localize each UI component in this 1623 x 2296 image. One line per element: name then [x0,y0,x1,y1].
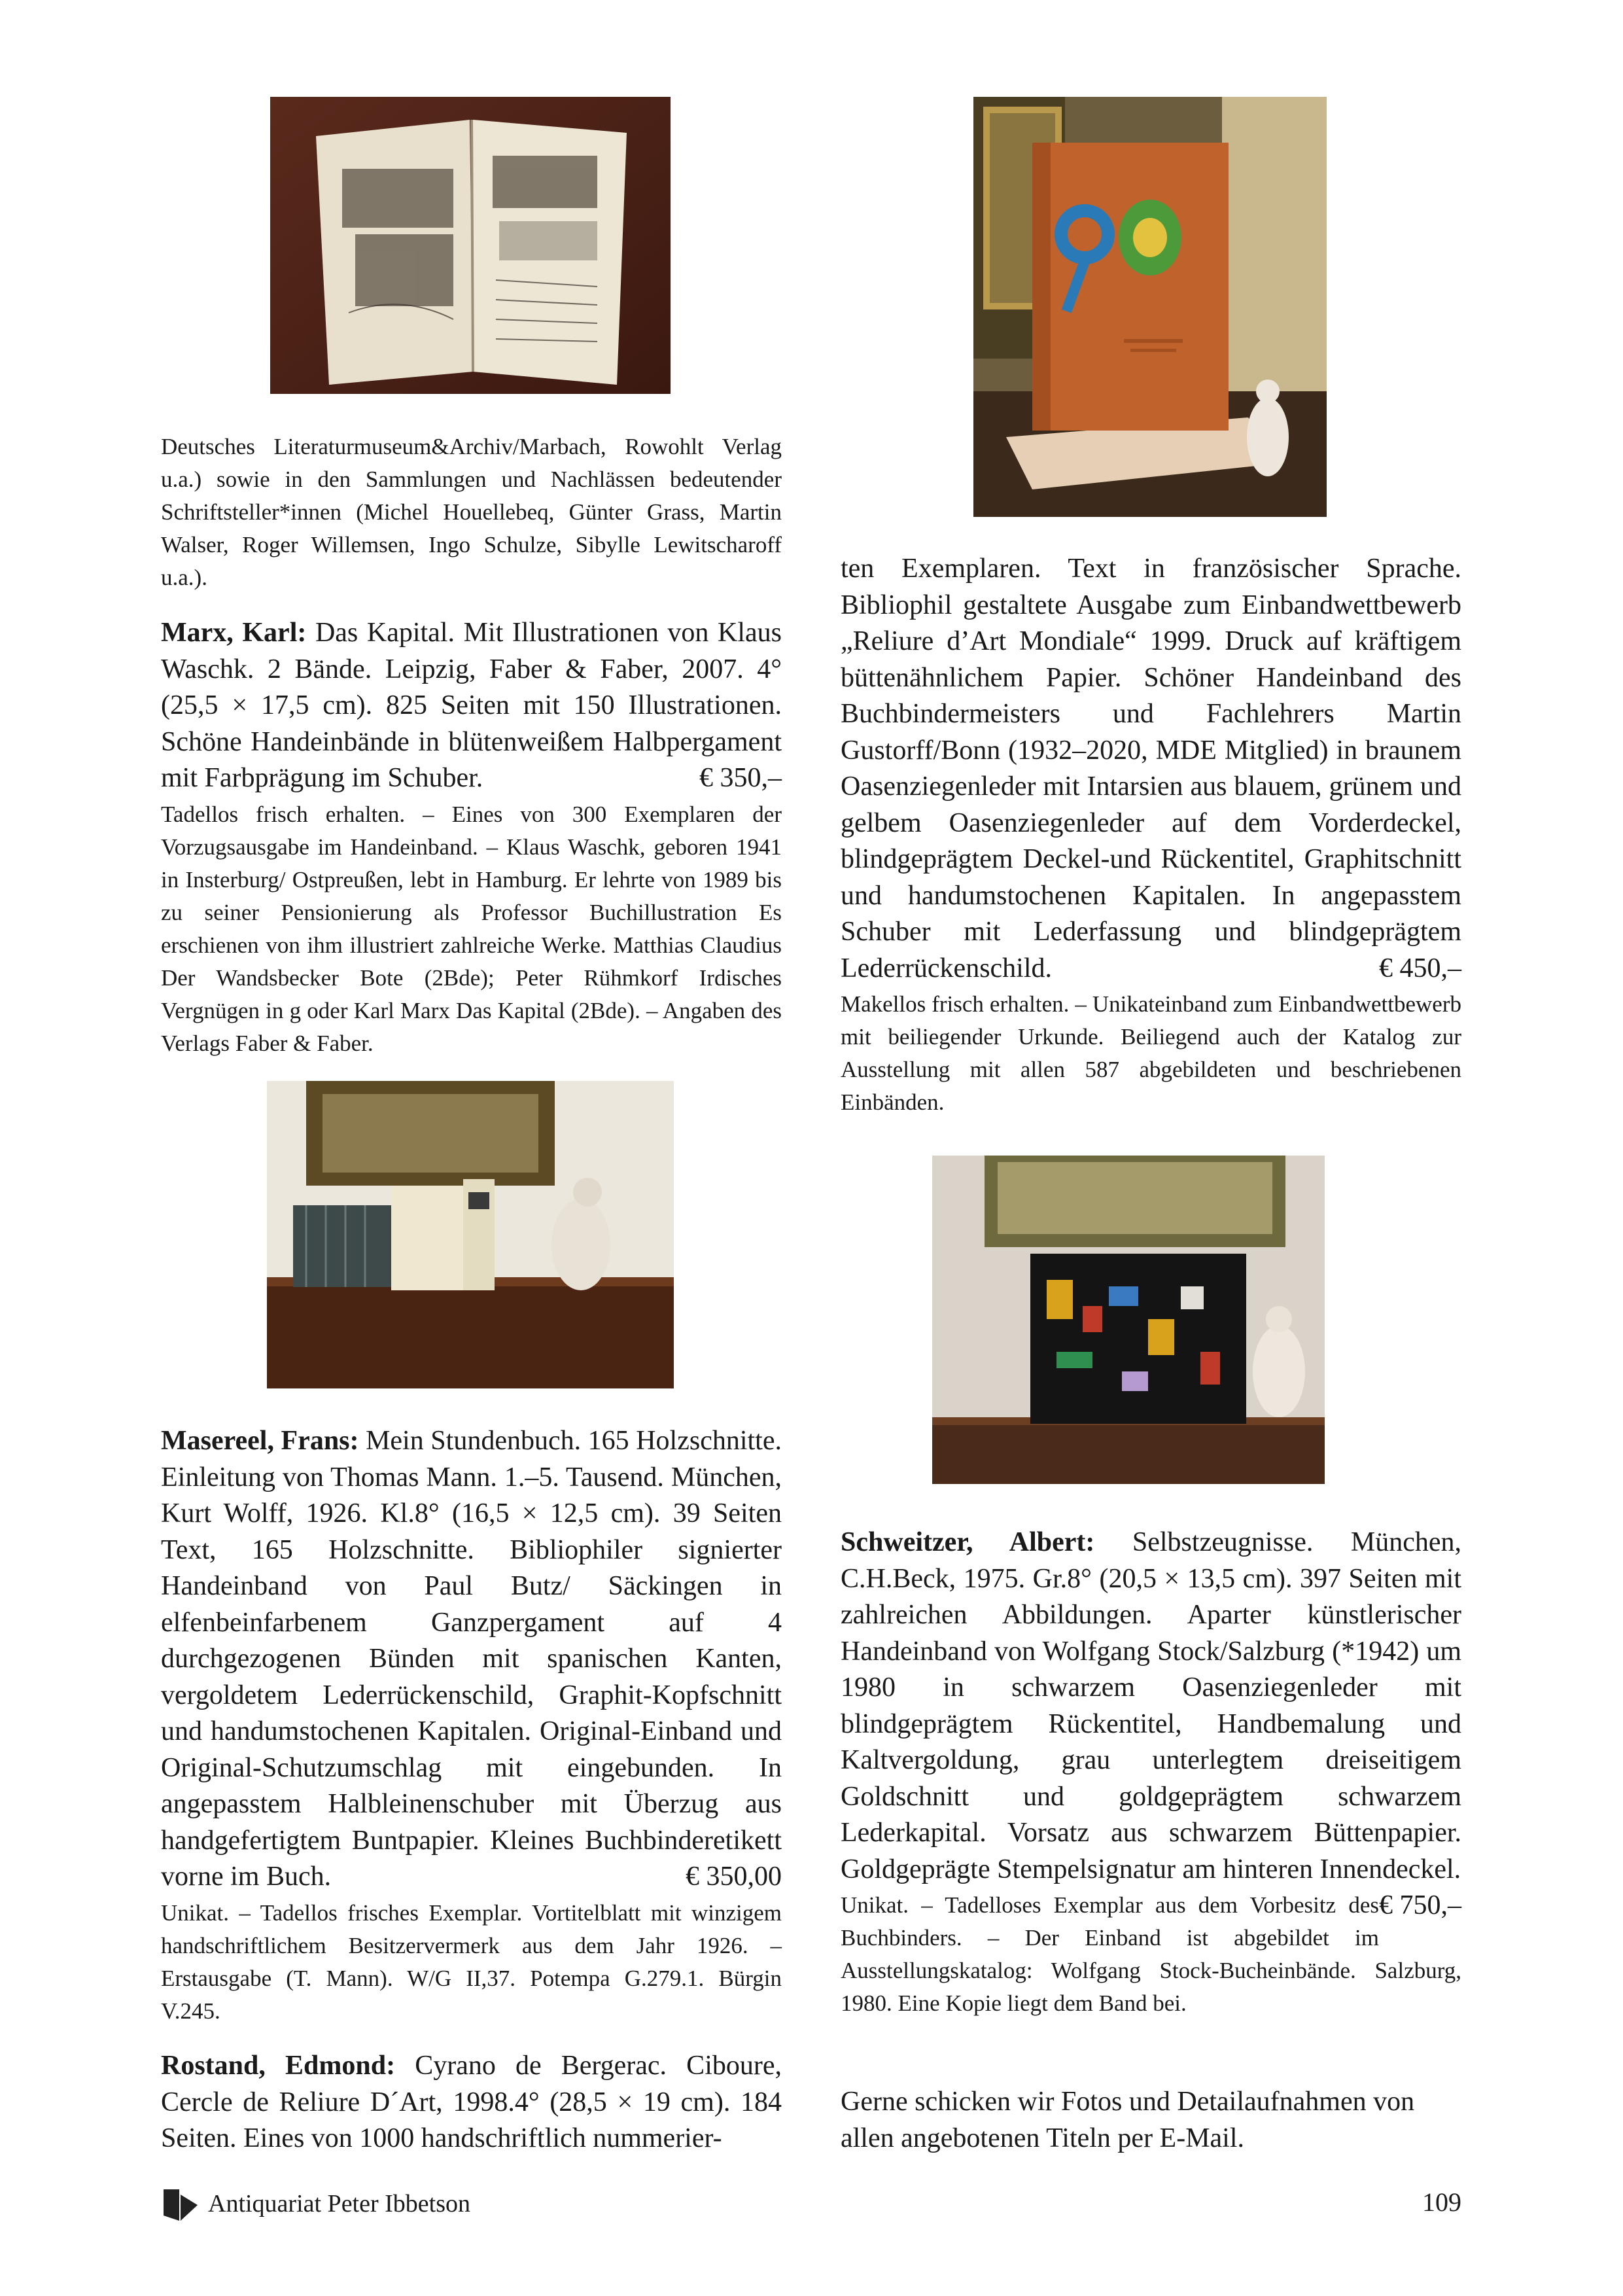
footer [161,2185,1461,2225]
entry-marx [161,615,782,1060]
closing-paragraph: Gerne schicken wir Fotos und Detailaufnahmen von allen angebotenen Titeln per E-Mail. [841,2087,1415,2153]
entry-rostand-notes: Makellos frisch erhalten. – Unikateinband zum Einbandwettbewerb mit beiliegender Urkunde. Beiliegend auch der Katalog zur Ausstellung mit allen 587 abgebildeten und beschriebenen Einbänden. [841,991,1461,1115]
entry-marx-text: Das Kapital. Mit Illustrationen von Klaus Waschk. 2 Bände. Leipzig, Faber & Faber, 2007. 4° (25,5 × 17,5 cm). 825 Seiten mit 150 Illustrationen. Schöne Handeinbände in blütenweißem Halbpergament mit Farbprägung im Schuber. [161,618,782,793]
left-intro-block [161,431,782,594]
photo-brown-book [973,97,1327,517]
entry-marx-price: € 350,– [699,763,782,793]
entry-masereel [161,1423,782,2028]
entry-marx-notes: Tadellos frisch erhalten. – Eines von 300 Exemplaren der Vorzugsausgabe im Handeinband. – Klaus Waschk, geboren 1941 in Insterburg/ Ostpreußen, lebt in Hamburg. Er lehrte von 1989 bis zu seiner Pensionierung als Professor Buchillustration Es erschienen von ihm illustriert zahlreiche Werke. Matthias Claudius Der Wandsbecker Bote (2Bde); Peter Rühmkorf Irdisches Vergnügen in g oder Karl Marx Das Kapital (2Bde). – Angaben des Verlags Faber & Faber. [161,801,782,1056]
entry-schweitzer-description [841,1525,1461,1920]
page-number: 109 [1422,2187,1461,2217]
entry-schweitzer [841,1525,1461,2020]
closing-note [841,2084,1461,2157]
photo-parchment-book [267,1081,674,1388]
entry-schweitzer-price: € 750,– [1379,1890,1461,1920]
entry-marx-description [161,615,782,797]
entry-schweitzer-author: Schweitzer, Albert: [841,1527,1095,1557]
entry-masereel-notes: Unikat. – Tadellos frisches Exemplar. Vortitelblatt mit winzigem handschriftlichem Besitzervermerk aus dem Jahr 1926. – Erstausgabe (T. Mann). W/G II,37. Potempa G.279.1. Bürgin V.245. [161,1899,782,2024]
entry-rostand-cont-text: ten Exemplaren. Text in französischer Sprache. Bibliophil gestaltete Ausgabe zum Einbandwettbewerb „Reliure d’Art Mondiale“ 1999. Druck auf kräftigem büttenähnlichem Papier. Schöner Handeinband des Buchbindermeisters und Fachlehrers Martin Gustorff/Bonn (1932–2020, MDE Mitglied) in braunem Oasenziegenleder mit Intarsien aus blauem, grünem und gelbem Oasenziegenleder auf dem Vorderdeckel, blindgeprägtem Deckel-und Rückentitel, Graphitschnitt und handumstochenen Kapitalen. In angepasstem Schuber mit Lederfassung und blindgeprägtem Lederrückenschild. [841,554,1461,983]
entry-masereel-author: Masereel, Frans: [161,1426,359,1456]
entry-masereel-price: € 350,00 [686,1862,782,1892]
entry-rostand-text: Cyrano de Bergerac. Ciboure, Cercle de Reliure D´Art, 1998.4° (28,5 × 19 cm). 184 Seiten. Eines von 1000 handschriftlich nummerier- [161,2051,782,2153]
entry-rostand-author: Rostand, Edmond: [161,2051,396,2081]
entry-rostand-continued [841,551,1461,1119]
entry-rostand-price: € 450,– [1379,953,1461,983]
entry-schweitzer-text: Selbstzeugnisse. München, C.H.Beck, 1975. Gr.8° (20,5 × 13,5 cm). 397 Seiten mit zahlreichen Abbildungen. Aparter künstlerischer Handeinband von Wolfgang Stock/Salzburg (*1942) um 1980 in schwarzem Oasenziegenleder mit blindgeprägtem Rückentitel, Handbemalung und Kaltvergoldung, grau unterlegtem dreiseitigem Goldschnitt und goldgeprägtem schwarzem Lederkapital. Vorsatz aus schwarzem Büttenpapier. Goldgeprägte Stempelsignatur am hinteren Innendeckel. [841,1527,1461,1884]
entry-schweitzer-notes: Unikat. – Tadelloses Exemplar aus dem Vorbesitz des Buchbinders. – Der Einband ist abgebildet im Ausstellungskatalog: Wolfgang Stock-Bucheinbände. Salzburg, 1980. Eine Kopie liegt dem Band bei. [841,1892,1461,2016]
entry-masereel-text: Mein Stundenbuch. 165 Holzschnitte. Einleitung von Thomas Mann. 1.–5. Tausend. München, Kurt Wolff, 1926. Kl.8° (16,5 × 12,5 cm). 39 Seiten Text, 165 Holzschnitte. Bibliophiler signierter Handeinband von Paul Butz/ Säckingen in elfenbeinfarbenem Ganzpergament auf 4 durchgezogenen Bünden mit spanischen Kanten, vergoldetem Lederrückenschild, Graphit-Kopfschnitt und handumstochenen Kapitalen. Original-Einband und Original-Schutzumschlag mit eingebunden. In angepasstem Halbleinenschuber mit Überzug aus handgefertigtem Buntpapier. Kleines Buchbinderetikett vorne im Buch. [161,1426,782,1892]
entry-rostand [161,2048,782,2157]
photo-open-book [270,97,671,394]
entry-rostand-description [161,2048,782,2157]
footer-company: Antiquariat Peter Ibbetson [208,2190,471,2217]
photo-black-painted-book [932,1156,1325,1484]
entry-marx-author: Marx, Karl: [161,618,307,648]
entry-masereel-description [161,1423,782,1896]
publisher-logo-icon [161,2187,200,2223]
entry-rostand-cont-description [841,551,1461,987]
intro-paragraph: Deutsches Literaturmuseum&Archiv/Marbach, Rowohlt Verlag u.a.) sowie in den Sammlungen und Nachlässen bedeutender Schriftsteller*innen (Michel Houellebeq, Günter Grass, Martin Walser, Roger Willemsen, Ingo Schulze, Sibylle Lewitscharoff u.a.). [161,434,782,590]
